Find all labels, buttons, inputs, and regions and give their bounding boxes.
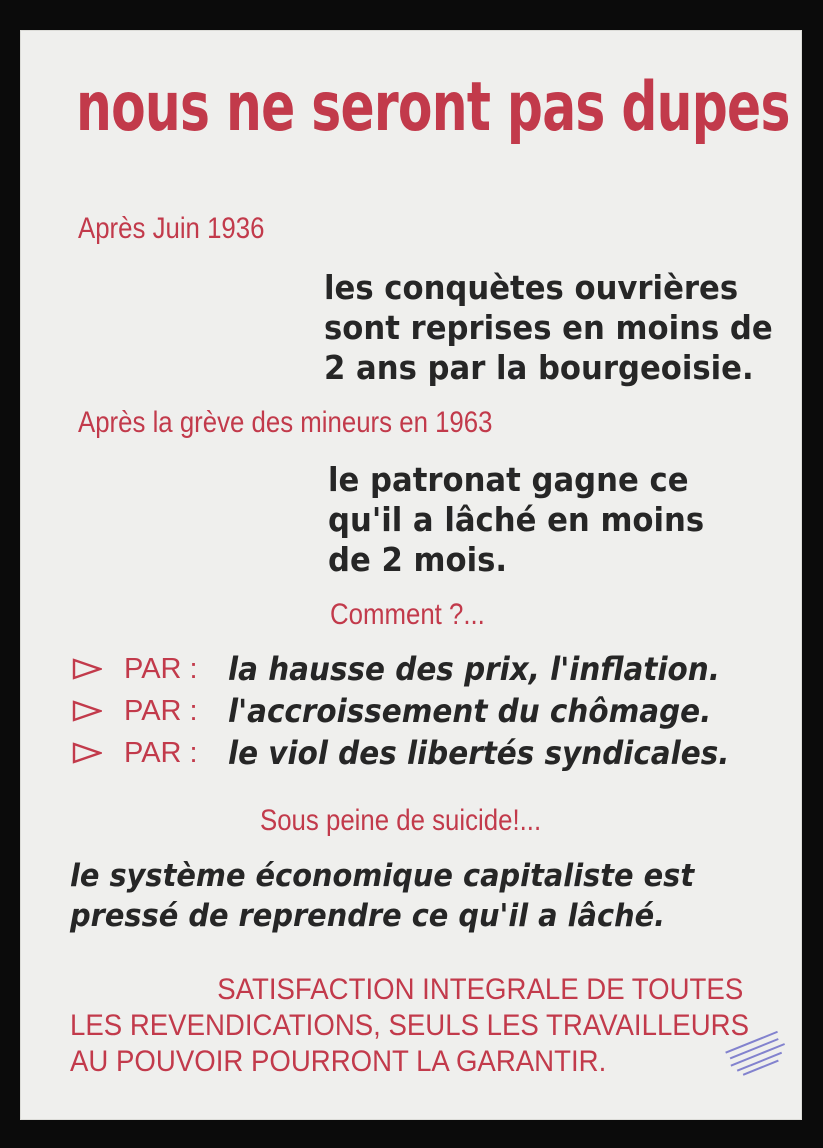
heading-greve-1963: Après la grève des mineurs en 1963 [78,406,493,439]
paragraph-patronat [328,460,704,580]
demand-line: SATISFACTION INTEGRALE DE TOUTES [217,973,744,1006]
triangle-right-icon [72,658,102,680]
paragraph-line: sont reprises en moins de [324,308,773,347]
par-item [72,690,753,732]
paragraph-conclusion [70,856,694,936]
demand-line: AU POUVOIR POURRONT LA GARANTIR. [70,1045,607,1078]
demand-line: LES REVENDICATIONS, SEULS LES TRAVAILLEURS [70,1009,749,1042]
warning-suicide: Sous peine de suicide!... [260,804,542,837]
paragraph-line: le système économique capitaliste est [70,858,695,894]
paragraph-line: les conquètes ouvrières [324,268,739,307]
paragraph-line: le patronat gagne ce [328,460,689,499]
par-text: l'accroissement du chômage. [228,692,712,730]
par-label: PAR : [124,694,198,727]
par-label: PAR : [124,652,198,685]
par-text: la hausse des prix, l'inflation. [228,650,720,688]
paragraph-line: de 2 mois. [328,540,508,579]
heading-juin-1936: Après Juin 1936 [78,212,265,245]
triangle-right-icon [72,742,102,764]
paragraph-line: pressé de reprendre ce qu'il a lâché. [70,898,666,934]
par-label: PAR : [124,736,198,769]
poster-title: nous ne seront pas dupes [76,68,790,147]
question-comment: Comment ?... [330,598,485,631]
par-item [72,732,773,774]
poster [20,30,802,1120]
demand-block [70,972,749,1080]
par-item [72,648,763,690]
par-text: le viol des libertés syndicales. [228,734,730,772]
paragraph-line: qu'il a lâché en moins [328,500,705,539]
paragraph-line: 2 ans par la bourgeoisie. [324,348,754,387]
triangle-right-icon [72,700,102,722]
paragraph-conquetes [324,268,773,388]
